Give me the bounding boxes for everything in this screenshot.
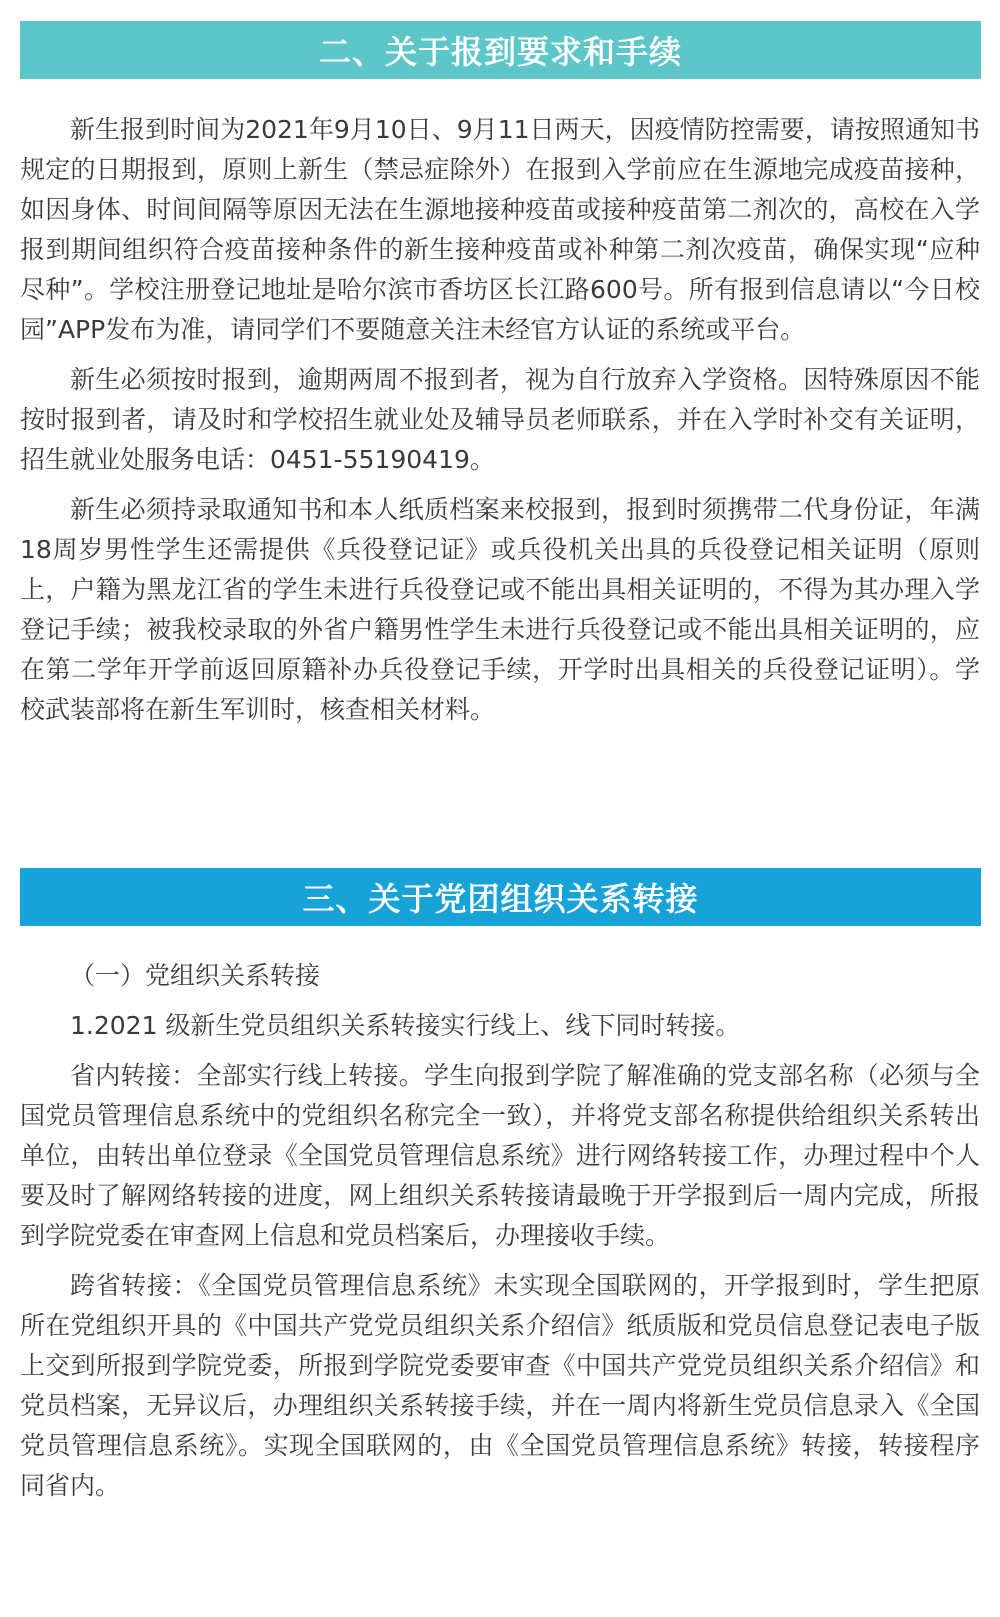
section-2-title: 二、关于报到要求和手续 (318, 33, 682, 71)
section-2-header (20, 21, 981, 79)
section-2-paragraph-1: 新生报到时间为2021年9月10日、9月11日两天，因疫情防控需要，请按照通知书规定的日期报到，原则上新生（禁忌症除外）在报到入学前应在生源地完成疫苗接种，如因身体、时间间隔等原因无法在生源地接种疫苗或接种疫苗第二剂次的，高校在入学报到期间组织符合疫苗接种条件的新生接种疫苗或补种第二剂次疫苗，确保实现“应种尽种”。学校注册登记地址是哈尔滨市香坊区长江路600号。所有报到信息请以“今日校园”APP发布为准，请同学们不要随意关注未经官方认证的系统或平台。 (20, 115, 980, 344)
section-2-paragraph-2: 新生必须按时报到，逾期两周不报到者，视为自行放弃入学资格。因特殊原因不能按时报到者，请及时和学校招生就业处及辅导员老师联系，并在入学时补交有关证明，招生就业处服务电话：0451-55190419。 (20, 365, 980, 474)
section-3-paragraph-2: 省内转接：全部实行线上转接。学生向报到学院了解准确的党支部名称（必须与全国党员管理信息系统中的党组织名称完全一致），并将党支部名称提供给组织关系转出单位，由转出单位登录《全国党员管理信息系统》进行网络转接工作，办理过程中个人要及时了解网络转接的进度，网上组织关系转接请最晚于开学报到后一周内完成，所报到学院党委在审查网上信息和党员档案后，办理接收手续。 (20, 1061, 980, 1250)
section-2-paragraph-3: 新生必须持录取通知书和本人纸质档案来校报到，报到时须携带二代身份证，年满18周岁男性学生还需提供《兵役登记证》或兵役机关出具的兵役登记相关证明（原则上，户籍为黑龙江省的学生未进行兵役登记或不能出具相关证明的，不得为其办理入学登记手续；被我校录取的外省户籍男性学生未进行兵役登记或不能出具相关证明的，应在第二学年开学前返回原籍补办兵役登记手续，开学时出具相关的兵役登记证明）。学校武装部将在新生军训时，核查相关材料。 (20, 495, 980, 724)
section-3-header (20, 868, 981, 926)
section-3-body (20, 956, 980, 1506)
section-3-title: 三、关于党团组织关系转接 (302, 880, 699, 918)
section-3-subheading: （一）党组织关系转接 (70, 961, 321, 990)
section-3-paragraph-3: 跨省转接：《全国党员管理信息系统》未实现全国联网的，开学报到时，学生把原所在党组织开具的《中国共产党党员组织关系介绍信》纸质版和党员信息登记表电子版上交到所报到学院党委，所报到学院党委要审查《中国共产党党员组织关系介绍信》和党员档案，无异议后，办理组织关系转接手续，并在一周内将新生党员信息录入《全国党员管理信息系统》。实现全国联网的，由《全国党员管理信息系统》转接，转接程序同省内。 (20, 1271, 980, 1500)
section-3-paragraph-1: 1.2021 级新生党员组织关系转接实行线上、线下同时转接。 (70, 1011, 741, 1040)
section-2-body (20, 110, 980, 730)
